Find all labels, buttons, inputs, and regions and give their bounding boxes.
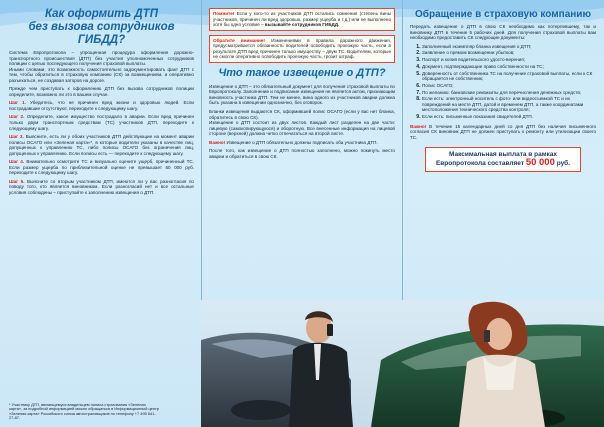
col2-paragraph-3: Извещение о ДТП состоит из двух листов. Каждый лист разделен на две части: лицевую (самокопирующуюся) и оборотную. Все внесенные информация на лицевой стороне (верхней) должна четко отпечататься на второй листе.	[209, 120, 395, 137]
col2-paragraph-2: Бланки извещения выдаются СК, оформившей полис ОСАГО (если у вас нет бланка, обратитесь в свою СК).	[209, 109, 395, 120]
footnote: * Участнику ДТП, являющемуся владельцем полиса страхования «Зеленая карта», за подробной информацией можно обращаться в Информационный центр «Зеленая карта» Российского союза автостраховщиков по телефону +7 495 641-27-87.	[9, 401, 159, 421]
col3-important: Важно! В течение 15 календарных дней со дня ДТП без наличия письменного согласия СК виновник ДТП не должен приступать к ремонту или утилизации своего ТС.	[410, 123, 596, 140]
list-item: 4. Документ, подтверждающие право собственности на ТС;	[422, 64, 596, 70]
note-attention: Обратите внимание! Изменениями в правила дорожного движения, предусматривается обязанность водителей освободить проезжую часть, если в результате ДТП вред причинен только имуществу – двум ТС. Водителям, которые не смогли оперативно освободить проезжую часть, грозит штраф.	[209, 35, 395, 63]
note-remember: Помните! Если у кого-то из участников ДТП остались сомнения (степень вины участников, причинен ли вред здоровью, размер ущерба и т.д.) или не выполнено хотя бы одно условие – вызывайте сотрудников ГИБДД.	[209, 8, 395, 31]
list-item: 5. Доверенность от собственника ТС на получение страховой выплаты, если к СК обращается не собственник;	[422, 71, 596, 82]
list-item: 6. Полис ОСАГО;	[422, 83, 596, 89]
column-1	[0, 0, 201, 427]
col1-paragraph-3: Прежде чем приступать к оформлению ДТП без вызова сотрудников полиции определите, возможно ли это в вашем случае.	[9, 86, 194, 97]
step-2: Шаг 2. Определите, какое имущество пострадало в аварии. Если вред причинен только двум транспортным средствам (ТС) участников ДТП, переходите к следующему шагу.	[9, 114, 194, 131]
col1-paragraph-1: Система Европротокола – упрощенная процедура оформления дорожно-транспортного происшествия (ДТП) без участия уполномоченных сотрудников полиции с целью последующего получения страховой выплаты.	[9, 50, 194, 67]
list-item: 8. Если есть: электронный носитель с фото- или видеосъемкой ТС и их повреждений на месте ДТП, датой и временем ДТП, а также координатами местоположения технического средства контроля;	[422, 96, 596, 113]
max-payout-amount: 50 000	[525, 156, 555, 168]
col2-paragraph-1: Извещение о ДТП – это обязательный документ для получения страховой выплаты по Европротоколу. Заполнение и подписание извещения не является актом, признающим виновность участника ДТП. Тем не менее, вина одного из участников аварии должна быть указана в извещении однозначно, без оговорок.	[209, 83, 395, 106]
max-payout-box	[425, 147, 581, 172]
step-4: Шаг 4. Внимательно осмотрите ТС и визуально оцените ущерб, причиненный ТС. Если размер ущерба по приблизительной оценке не превышает 50 000 руб. переходите к следующему шагу.	[9, 159, 194, 176]
list-item: 1. Заполненный экземпляр бланка извещения о ДТП;	[422, 44, 596, 50]
col2-important: Важно! Извещение о ДТП обязательно должны подписать оба участника ДТП.	[209, 139, 378, 145]
note-attention-label: Обратите внимание!	[213, 37, 265, 43]
documents-list	[410, 44, 596, 120]
accident-photo	[201, 300, 604, 427]
max-payout-line2: Европротокола составляет 50 000 руб.	[435, 156, 571, 168]
list-item: 2. Заявление о прямом возмещении убытков;	[422, 50, 596, 56]
note-remember-bold: вызывайте сотрудников ГИБДД.	[264, 22, 340, 28]
max-payout-line1: Максимальная выплата в рамках	[449, 150, 557, 158]
note-remember-label: Помните!	[213, 11, 235, 16]
step-5: Шаг 5. Выясните со вторым участником ДТП, имеются ли у вас разногласия по поводу того, кто является виновником. Если разногласий нет и все остальные условия соблюдены – приступайте к заполнению извещения о ДТП.	[9, 178, 194, 196]
col3-title: Обращение в страховую компанию	[415, 9, 591, 20]
col2-paragraph-4: После того, как извещение о ДТП полностью заполнено, можно покинуть место аварии и обратиться в свою СК.	[209, 148, 395, 159]
step-3: Шаг 3. Выясните, есть ли у обоих участников ДТП действующие на момент аварии полисы ОСАГО или «Зеленая карта»*, в которые водители указаны в качестве лиц, допущенных к управлению ТС, либо полисы ОСАГО без ограничения лиц, допущенных к управлению. Если полисы есть — переходите к следующему шагу.	[9, 134, 194, 156]
list-item: 9. Если есть: письменные показания свидетелей ДТП.	[422, 114, 596, 120]
col3-intro: Передать извещение о ДТП в свою СК необходимо как потерпевшему, так и виновнику ДТП в течение 5 рабочих дней. Для получения страховой выплаты вам необходимо предоставить СК следующие документы:	[410, 24, 596, 41]
step-1: Шаг 1. Убедитесь, что не причинен вред жизни и здоровью людей. Если пострадавшие отсутствуют, переходите к следующему шагу.	[9, 100, 194, 111]
col1-title: Как оформить ДТП без вызова сотрудников ГИБДД?	[28, 8, 175, 46]
col2-title: Что такое извещение о ДТП?	[218, 66, 386, 79]
list-item: 3. Паспорт и копия водительского удосто-верения;	[422, 57, 596, 63]
col1-paragraph-2: Иными словами, это возможность самостоятельно задокументировать факт ДТП с тем, чтобы обратиться в страховую компанию (СК) за возмещением, и оперативно разъехаться, не создавая заторов на дороге.	[9, 66, 194, 83]
list-item: 7. По желанию: банковские реквизиты для перечисления денежных средств;	[422, 90, 596, 96]
